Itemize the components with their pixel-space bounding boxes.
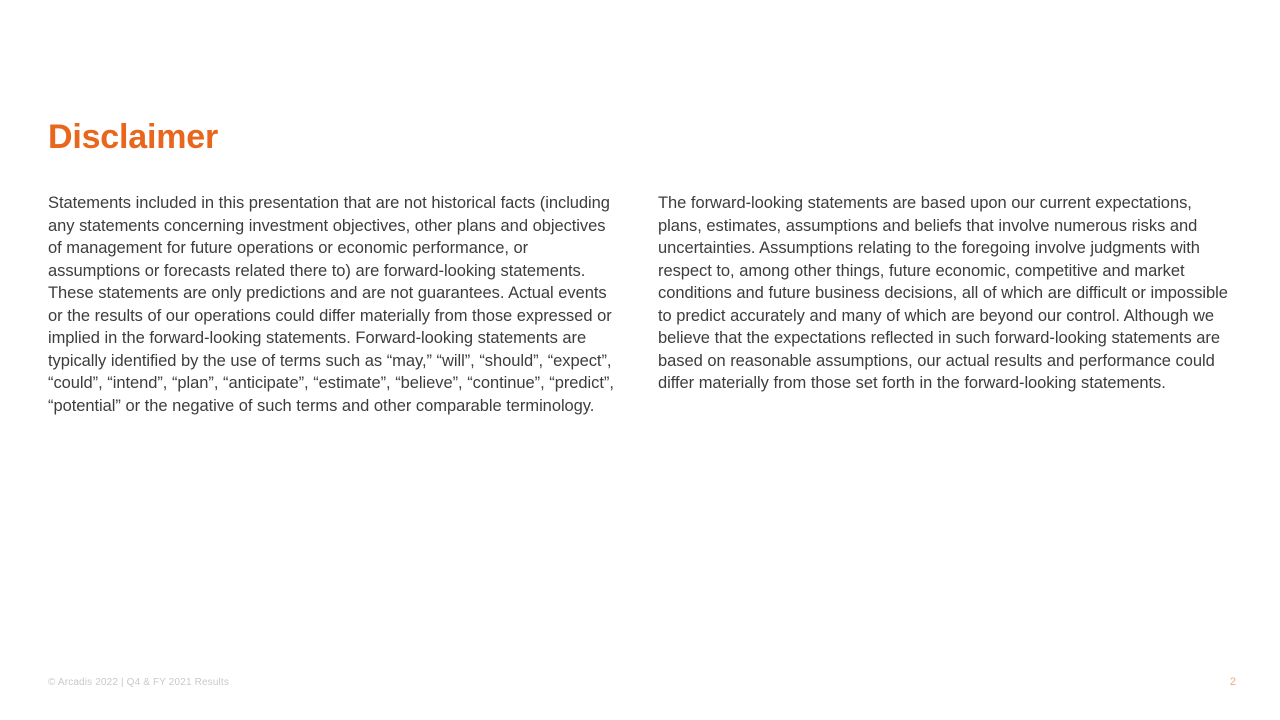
disclaimer-column-right xyxy=(658,192,1232,417)
footer-copyright-note: © Arcadis 2022 | Q4 & FY 2021 Results xyxy=(48,677,229,688)
page-number: 2 xyxy=(1229,676,1236,688)
slide-footer xyxy=(0,660,1280,720)
disclaimer-paragraph-right: The forward-looking statements are based upon our current expectations, plans, estimates, assumptions and beliefs that involve numerous risks and uncertainties. Assumptions relating to the foregoing involve judgments with respect to, among other things, future economic, competitive and market conditions and future business decisions, all of which are difficult or impossible to predict accurately and many of which are beyond our control. Although we believe that the expectations reflected in such forward-looking statements are based on reasonable assumptions, our actual results and performance could differ materially from those set forth in the forward-looking statements. xyxy=(658,194,1228,392)
disclaimer-body xyxy=(48,192,1232,417)
disclaimer-column-left xyxy=(48,192,622,417)
disclaimer-paragraph-left: Statements included in this presentation that are not historical facts (including any statements concerning investment objectives, other plans and objectives of management for future operations or economic performance, or assumptions or forecasts related there to) are forward-looking statements. These statements are only predictions and are not guarantees. Actual events or the results of our operations could differ materially from those expressed or implied in the forward-looking statements. Forward-looking statements are typically identified by the use of terms such as “may,” “will”, “should”, “expect”, “could”, “intend”, “plan”, “anticipate”, “estimate”, “believe”, “continue”, “predict”, “potential” or the negative of such terms and other comparable terminology. xyxy=(48,194,614,415)
page-title: Disclaimer xyxy=(48,117,218,156)
